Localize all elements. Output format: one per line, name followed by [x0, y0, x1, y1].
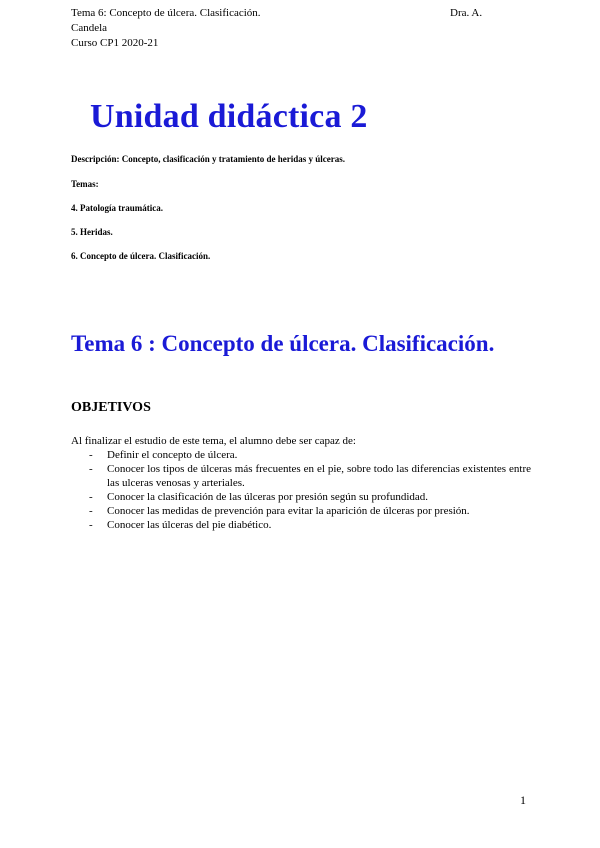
objective-text: Conocer las úlceras del pie diabético.: [107, 519, 272, 531]
bullet-dash: -: [89, 505, 93, 517]
objective-item: [71, 448, 531, 462]
temas-label: Temas:: [71, 179, 99, 189]
objective-text: Conocer los tipos de úlceras más frecuentes en el pie, sobre todo las diferencias existentes entre las ulceras venosas y arteriales.: [107, 463, 531, 489]
objective-item: [71, 490, 531, 504]
page-number: 1: [520, 793, 526, 807]
objectives-list: [71, 448, 531, 532]
objectives-intro: Al finalizar el estudio de este tema, el alumno debe ser capaz de:: [71, 435, 356, 447]
bullet-dash: -: [89, 519, 93, 531]
bullet-dash: -: [89, 491, 93, 503]
tema-list-item: 5. Heridas.: [71, 227, 113, 237]
tema-heading: Tema 6 : Concepto de úlcera. Clasificación.: [71, 331, 495, 356]
unit-title: Unidad didáctica 2: [90, 98, 368, 135]
objective-item: [71, 462, 531, 490]
tema-list-item: 6. Concepto de úlcera. Clasificación.: [71, 251, 211, 261]
header-author-continued: Candela: [71, 22, 108, 34]
bullet-dash: -: [89, 463, 93, 475]
objective-item: [71, 504, 531, 518]
objectives-heading: OBJETIVOS: [71, 400, 151, 415]
header-course: Curso CP1 2020-21: [71, 37, 159, 49]
objective-text: Definir el concepto de úlcera.: [107, 449, 238, 461]
unit-description: Descripción: Concepto, clasificación y tratamiento de heridas y úlceras.: [71, 154, 345, 164]
header-title: Tema 6: Concepto de úlcera. Clasificación.: [71, 7, 261, 19]
objective-text: Conocer la clasificación de las úlceras por presión según su profundidad.: [107, 491, 429, 503]
objective-item: [71, 518, 531, 532]
tema-list-item: 4. Patología traumática.: [71, 203, 163, 213]
header-author: Dra. A.: [450, 7, 483, 19]
objective-text: Conocer las medidas de prevención para evitar la aparición de úlceras por presión.: [107, 505, 470, 517]
bullet-dash: -: [89, 449, 93, 461]
